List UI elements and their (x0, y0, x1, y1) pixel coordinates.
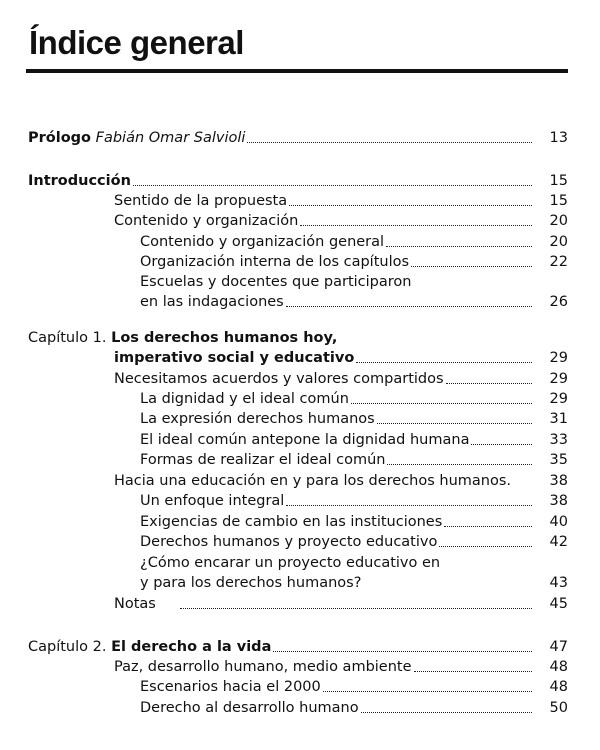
toc-page-number: 29 (549, 391, 568, 407)
toc-entry-hacia[interactable] (114, 471, 568, 491)
toc-page-number: 13 (549, 130, 568, 146)
dot-leader (387, 463, 532, 465)
toc-entry-dignidad[interactable] (140, 389, 568, 409)
toc-page-number: 26 (549, 294, 568, 310)
toc-label: ¿Cómo encarar un proyecto educativo en (140, 555, 441, 571)
dot-leader (351, 402, 532, 404)
toc-label: Notas (114, 596, 156, 612)
dot-leader (414, 670, 532, 672)
toc-entry-proyecto[interactable] (140, 532, 568, 552)
dot-leader (513, 485, 532, 486)
toc-entry-necesitamos[interactable] (114, 369, 568, 389)
toc-page-number: 40 (549, 514, 568, 530)
toc-entry-contenido-general[interactable] (140, 232, 568, 252)
dot-leader (289, 204, 532, 206)
dot-leader (180, 607, 532, 609)
toc-label: Sentido de la propuesta (114, 193, 288, 209)
toc-page-number: 20 (549, 234, 568, 250)
dot-leader (247, 141, 532, 143)
toc-label: Organización interna de los capítulos (140, 254, 410, 270)
toc-chapter-2[interactable] (28, 637, 568, 657)
toc-entry-escenarios[interactable] (140, 677, 568, 697)
toc-page-number: 29 (549, 350, 568, 366)
toc-entry-sentido[interactable] (114, 191, 568, 211)
toc-page-number: 38 (549, 493, 568, 509)
toc-entry-notas[interactable] (114, 594, 568, 614)
toc-label: Derecho al desarrollo humano (140, 700, 359, 716)
toc-label: Escuelas y docentes que participaron (140, 274, 412, 290)
toc-page-number: 48 (549, 679, 568, 695)
toc-entry-encarar[interactable] (140, 573, 568, 593)
toc-label: Exigencias de cambio en las instituciones (140, 514, 443, 530)
toc-label: Introducción (28, 173, 131, 189)
toc-label: La expresión derechos humanos (140, 411, 375, 427)
dot-leader (386, 245, 532, 247)
toc-page-number: 31 (549, 411, 568, 427)
dot-leader (133, 184, 532, 186)
toc-page-number: 45 (549, 596, 568, 612)
dot-leader (300, 224, 532, 226)
toc-entry-organizacion-interna[interactable] (140, 252, 568, 272)
dot-leader (377, 422, 532, 424)
toc-chapter-1-line1 (28, 328, 568, 348)
toc-entry-introduccion[interactable] (28, 171, 568, 191)
toc-chapter-1[interactable] (114, 348, 568, 368)
toc-label: Necesitamos acuerdos y valores compartidos (114, 371, 444, 387)
chapter-title: imperativo social y educativo (114, 350, 355, 366)
toc-page-number: 29 (549, 371, 568, 387)
dot-leader (356, 361, 532, 363)
toc-entry-formas[interactable] (140, 450, 568, 470)
dot-leader (363, 587, 532, 588)
toc-entry-enfoque[interactable] (140, 491, 568, 511)
dot-leader (323, 690, 532, 692)
toc-entry-contenido[interactable] (114, 211, 568, 231)
dot-leader (361, 711, 532, 713)
dot-leader (286, 504, 532, 506)
toc-label: Prólogo (28, 130, 92, 146)
toc-entry-prologo[interactable] (28, 128, 568, 148)
toc-page-number: 43 (549, 575, 568, 591)
toc-page-number: 35 (549, 452, 568, 468)
toc-page-number: 22 (549, 254, 568, 270)
dot-leader (273, 650, 532, 652)
page-title: Índice general (29, 24, 244, 61)
toc-label: Formas de realizar el ideal común (140, 452, 386, 468)
dot-leader (471, 443, 532, 445)
toc-entry-exigencias[interactable] (140, 512, 568, 532)
toc-label: Hacia una educación en y para los derechos humanos. (114, 473, 512, 489)
toc-page-number: 48 (549, 659, 568, 675)
toc-page-number: 47 (549, 639, 568, 655)
toc-label: Derechos humanos y proyecto educativo (140, 534, 438, 550)
toc-page-number: 20 (549, 213, 568, 229)
toc-label: Contenido y organización (114, 213, 299, 229)
toc-label: Escenarios hacia el 2000 (140, 679, 321, 695)
toc-entry-escuelas-line1 (140, 272, 568, 292)
toc-page-number: 33 (549, 432, 568, 448)
toc-label: Paz, desarrollo humano, medio ambiente (114, 659, 412, 675)
toc-label: y para los derechos humanos? (140, 575, 362, 591)
dot-leader (286, 305, 532, 307)
toc-page-number: 15 (549, 173, 568, 189)
dot-leader (411, 265, 532, 267)
toc-author: Fabián Omar Salvioli (95, 130, 246, 146)
toc-entry-encarar-line1 (140, 553, 568, 573)
toc-entry-escuelas[interactable] (140, 292, 568, 312)
toc-page-number: 38 (549, 473, 568, 489)
toc-page-number: 50 (549, 700, 568, 716)
dot-leader (446, 382, 532, 384)
chapter-prefix: Capítulo 1. (28, 330, 107, 346)
chapter-title: El derecho a la vida (111, 639, 272, 655)
toc-label: La dignidad y el ideal común (140, 391, 349, 407)
toc-label: en las indagaciones (140, 294, 284, 310)
toc-label: Contenido y organización general (140, 234, 385, 250)
dot-leader (444, 525, 532, 527)
toc-page-number: 42 (549, 534, 568, 550)
chapter-title: Los derechos humanos hoy, (111, 330, 338, 346)
toc-entry-paz[interactable] (114, 657, 568, 677)
toc-entry-antepone[interactable] (140, 430, 568, 450)
toc-entry-desarrollo[interactable] (140, 698, 568, 718)
toc-label: Un enfoque integral (140, 493, 285, 509)
toc-entry-expresion[interactable] (140, 409, 568, 429)
dot-leader (439, 545, 532, 547)
toc-page-number: 15 (549, 193, 568, 209)
chapter-prefix: Capítulo 2. (28, 639, 107, 655)
toc-label: El ideal común antepone la dignidad humana (140, 432, 470, 448)
